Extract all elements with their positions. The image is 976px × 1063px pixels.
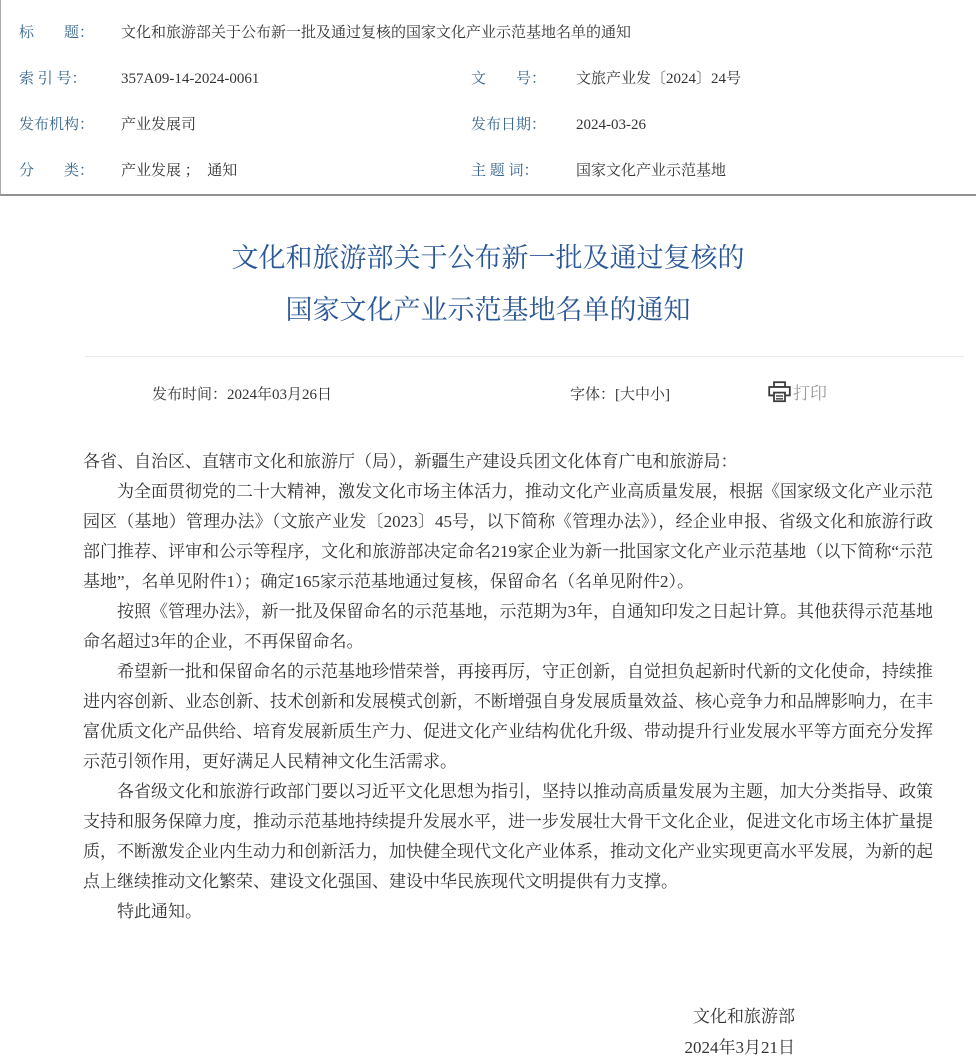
signature-date: 2024年3月21日 bbox=[684, 1038, 795, 1057]
meta-pubdate-label: 发布日期： bbox=[471, 116, 547, 133]
paragraph-4: 各省级文化和旅游行政部门要以习近平文化思想为指引，坚持以推动高质量发展为主题，加大分类指导、政策支持和服务保障力度，推动示范基地持续提升发展水平，进一步发展壮大骨干文化企业，促进文化市场主体扩量提质，不断激发企业内生动力和创新活力，加快健全现代文化产业体系，推动文化产业实现更高水平发展，为新的起点上继续推动文化繁荣、建设文化强国、建设中华民族现代文明提供有力支撑。 bbox=[83, 782, 933, 891]
paragraph-closing: 特此通知。 bbox=[117, 902, 202, 921]
meta-index-value: 357A09-14-2024-0061 bbox=[121, 70, 260, 87]
article-info-bar bbox=[0, 383, 976, 405]
meta-index-label: 索 引 号： bbox=[19, 70, 87, 87]
paragraph-1: 为全面贯彻党的二十大精神，激发文化市场主体活力，推动文化产业高质量发展，根据《国家级文化产业示范园区（基地）管理办法》（文旅产业发〔2023〕45号，以下简称《管理办法》），经企业申报、省级文化和旅游行政部门推荐、评审和公示等程序，文化和旅游部决定命名219家企业为新一批国家文化产业示范基地（以下简称“示范基地”，名单见附件1）；确定165家示范基地通过复核，保留命名（名单见附件2）。 bbox=[83, 482, 933, 591]
paragraph-2: 按照《管理办法》，新一批及保留命名的示范基地，示范期为3年，自通知印发之日起计算。其他获得示范基地命名超过3年的企业，不再保留命名。 bbox=[83, 602, 933, 651]
print-button[interactable] bbox=[768, 379, 827, 404]
meta-title-value: 文化和旅游部关于公布新一批及通过复核的国家文化产业示范基地名单的通知 bbox=[121, 24, 632, 41]
page-title bbox=[0, 232, 976, 336]
meta-subject-value: 国家文化产业示范基地 bbox=[576, 162, 727, 179]
meta-docno-label: 文 号： bbox=[471, 70, 547, 87]
page-title-line2: 国家文化产业示范基地名单的通知 bbox=[285, 295, 691, 325]
meta-pubdate-value: 2024-03-26 bbox=[576, 116, 646, 133]
meta-docno-value: 文旅产业发〔2024〕24号 bbox=[576, 70, 742, 87]
meta-subject-label: 主 题 词： bbox=[471, 162, 539, 179]
meta-agency-label: 发布机构： bbox=[19, 116, 95, 133]
meta-category-value: 产业发展 ； 通知 bbox=[121, 162, 238, 179]
meta-category-label: 分 类： bbox=[19, 162, 95, 179]
document-metadata-panel bbox=[0, 0, 976, 196]
paragraph-salutation: 各省、自治区、直辖市文化和旅游厅（局），新疆生产建设兵团文化体育广电和旅游局： bbox=[83, 452, 738, 471]
meta-title-label: 标 题： bbox=[19, 24, 95, 41]
page-title-line1: 文化和旅游部关于公布新一批及通过复核的 bbox=[231, 243, 745, 273]
printer-icon bbox=[768, 381, 791, 403]
document-body bbox=[0, 447, 976, 1063]
meta-agency-value: 产业发展司 bbox=[121, 116, 197, 133]
paragraph-3: 希望新一批和保留命名的示范基地珍惜荣誉，再接再厉，守正创新，自觉担负起新时代新的文化使命，持续推进内容创新、业态创新、技术创新和发展模式创新，不断增强自身发展质量效益、核心竞争力和品牌影响力，在丰富优质文化产品供给、培育发展新质生产力、促进文化产业结构优化升级、带动提升行业发展水平等方面充分发挥示范引领作用，更好满足人民精神文化生活需求。 bbox=[83, 662, 933, 771]
meta-row-title bbox=[19, 8, 976, 54]
meta-row-index bbox=[19, 54, 976, 100]
font-size-selector[interactable]: 字体：[大中小] bbox=[570, 387, 670, 403]
publish-time: 发布时间：2024年03月26日 bbox=[152, 387, 333, 403]
meta-row-agency bbox=[19, 100, 976, 146]
print-button-label: 打印 bbox=[793, 384, 827, 403]
meta-row-category bbox=[19, 146, 976, 192]
signature-org: 文化和旅游部 bbox=[693, 1007, 795, 1026]
title-divider bbox=[85, 356, 964, 357]
signature-block bbox=[83, 1001, 933, 1063]
